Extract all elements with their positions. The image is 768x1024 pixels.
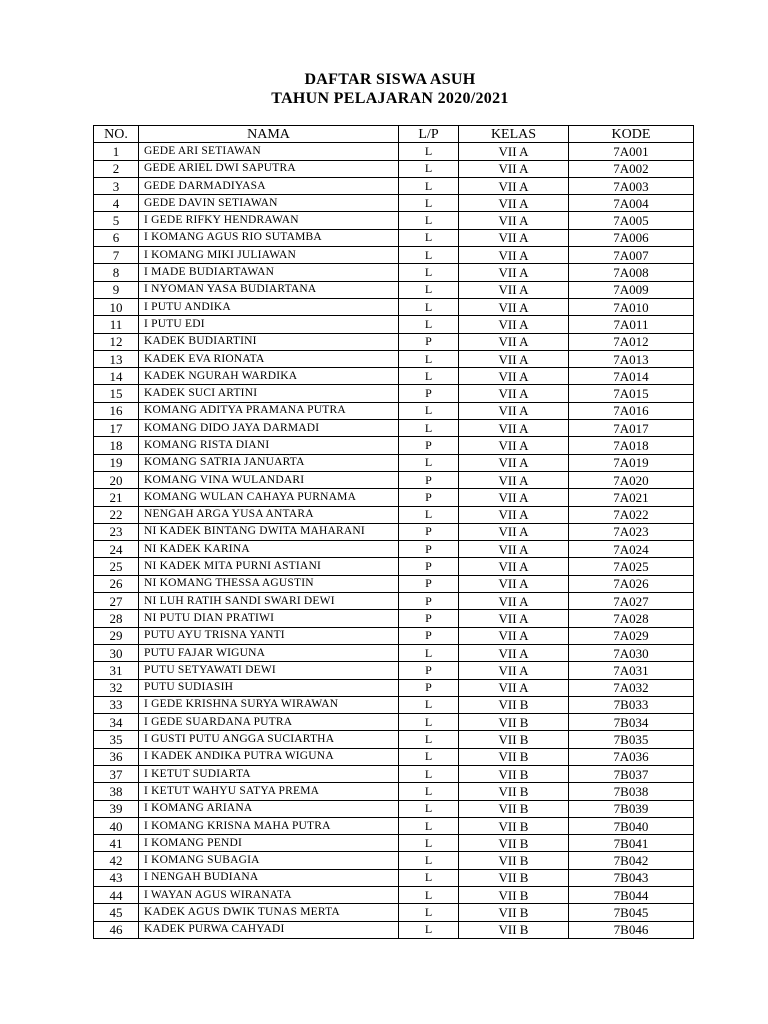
cell-nama: I GEDE KRISHNA SURYA WIRAWAN [139, 696, 399, 713]
cell-kode: 7A025 [569, 558, 694, 575]
cell-nama: I KOMANG SUBAGIA [139, 852, 399, 869]
table-row [94, 402, 694, 419]
cell-kelas: VII A [459, 558, 569, 575]
cell-kelas: VII B [459, 783, 569, 800]
cell-kelas: VII A [459, 489, 569, 506]
cell-no: 15 [94, 385, 139, 402]
cell-no: 23 [94, 523, 139, 540]
cell-kelas: VII A [459, 402, 569, 419]
cell-kode: 7A003 [569, 177, 694, 194]
cell-no: 38 [94, 783, 139, 800]
table-row [94, 921, 694, 938]
cell-lp: L [399, 800, 459, 817]
cell-kode: 7A028 [569, 610, 694, 627]
cell-nama: GEDE DAVIN SETIAWAN [139, 195, 399, 212]
cell-kode: 7A022 [569, 506, 694, 523]
header-nama: NAMA [139, 126, 399, 143]
cell-no: 24 [94, 541, 139, 558]
cell-kelas: VII A [459, 350, 569, 367]
cell-kelas: VII B [459, 800, 569, 817]
cell-nama: KOMANG SATRIA JANUARTA [139, 454, 399, 471]
cell-kelas: VII A [459, 437, 569, 454]
cell-no: 16 [94, 402, 139, 419]
cell-no: 34 [94, 714, 139, 731]
cell-no: 35 [94, 731, 139, 748]
cell-kode: 7B042 [569, 852, 694, 869]
cell-nama: KOMANG RISTA DIANI [139, 437, 399, 454]
cell-lp: L [399, 887, 459, 904]
cell-kode: 7A018 [569, 437, 694, 454]
cell-lp: L [399, 402, 459, 419]
table-row [94, 437, 694, 454]
cell-no: 10 [94, 298, 139, 315]
cell-nama: I KETUT WAHYU SATYA PREMA [139, 783, 399, 800]
cell-lp: P [399, 523, 459, 540]
cell-kode: 7A012 [569, 333, 694, 350]
cell-lp: L [399, 420, 459, 437]
cell-lp: P [399, 385, 459, 402]
cell-kode: 7B041 [569, 835, 694, 852]
cell-kode: 7A031 [569, 662, 694, 679]
cell-kode: 7A015 [569, 385, 694, 402]
cell-nama: KOMANG DIDO JAYA DARMADI [139, 420, 399, 437]
cell-kode: 7A001 [569, 143, 694, 160]
cell-kode: 7A006 [569, 229, 694, 246]
student-table [93, 125, 694, 939]
cell-lp: L [399, 835, 459, 852]
cell-no: 30 [94, 644, 139, 661]
table-row [94, 541, 694, 558]
cell-kode: 7A011 [569, 316, 694, 333]
cell-kode: 7A004 [569, 195, 694, 212]
table-row [94, 817, 694, 834]
table-row [94, 852, 694, 869]
cell-no: 25 [94, 558, 139, 575]
cell-no: 32 [94, 679, 139, 696]
cell-nama: I NYOMAN YASA BUDIARTANA [139, 281, 399, 298]
cell-kelas: VII B [459, 765, 569, 782]
cell-lp: L [399, 783, 459, 800]
cell-nama: I PUTU EDI [139, 316, 399, 333]
cell-kelas: VII A [459, 195, 569, 212]
cell-no: 27 [94, 593, 139, 610]
cell-nama: I KOMANG PENDI [139, 835, 399, 852]
cell-no: 11 [94, 316, 139, 333]
cell-kelas: VII A [459, 610, 569, 627]
cell-kode: 7A036 [569, 748, 694, 765]
cell-nama: I KOMANG AGUS RIO SUTAMBA [139, 229, 399, 246]
table-row [94, 471, 694, 488]
cell-lp: L [399, 143, 459, 160]
cell-nama: I KOMANG MIKI JULIAWAN [139, 247, 399, 264]
table-row [94, 748, 694, 765]
cell-nama: KOMANG ADITYA PRAMANA PUTRA [139, 402, 399, 419]
cell-no: 13 [94, 350, 139, 367]
table-row [94, 904, 694, 921]
cell-kode: 7A002 [569, 160, 694, 177]
cell-kelas: VII A [459, 627, 569, 644]
title-line-1: DAFTAR SISWA ASUH [304, 71, 476, 88]
cell-no: 42 [94, 852, 139, 869]
cell-no: 5 [94, 212, 139, 229]
cell-nama: GEDE ARIEL DWI SAPUTRA [139, 160, 399, 177]
cell-kode: 7B043 [569, 869, 694, 886]
cell-kelas: VII B [459, 921, 569, 938]
cell-lp: L [399, 368, 459, 385]
cell-nama: KADEK PURWA CAHYADI [139, 921, 399, 938]
table-row [94, 679, 694, 696]
cell-no: 43 [94, 869, 139, 886]
cell-kelas: VII A [459, 298, 569, 315]
cell-nama: NI KADEK BINTANG DWITA MAHARANI [139, 523, 399, 540]
cell-lp: L [399, 714, 459, 731]
cell-no: 41 [94, 835, 139, 852]
cell-kode: 7A023 [569, 523, 694, 540]
cell-kelas: VII B [459, 835, 569, 852]
table-row [94, 247, 694, 264]
table-row [94, 731, 694, 748]
cell-no: 26 [94, 575, 139, 592]
table-row [94, 523, 694, 540]
cell-no: 28 [94, 610, 139, 627]
cell-kode: 7A009 [569, 281, 694, 298]
table-row [94, 454, 694, 471]
cell-nama: KOMANG VINA WULANDARI [139, 471, 399, 488]
cell-nama: KOMANG WULAN CAHAYA PURNAMA [139, 489, 399, 506]
cell-lp: P [399, 558, 459, 575]
cell-kelas: VII A [459, 177, 569, 194]
cell-lp: L [399, 350, 459, 367]
table-row [94, 229, 694, 246]
cell-nama: GEDE DARMADIYASA [139, 177, 399, 194]
cell-lp: L [399, 316, 459, 333]
cell-no: 1 [94, 143, 139, 160]
cell-lp: P [399, 489, 459, 506]
table-row [94, 696, 694, 713]
cell-kelas: VII A [459, 385, 569, 402]
cell-kode: 7B033 [569, 696, 694, 713]
cell-no: 2 [94, 160, 139, 177]
cell-no: 6 [94, 229, 139, 246]
table-row [94, 212, 694, 229]
cell-kelas: VII A [459, 247, 569, 264]
cell-kode: 7A021 [569, 489, 694, 506]
cell-kode: 7A020 [569, 471, 694, 488]
cell-nama: GEDE ARI SETIAWAN [139, 143, 399, 160]
cell-kode: 7A010 [569, 298, 694, 315]
table-row [94, 506, 694, 523]
cell-nama: NI KOMANG THESSA AGUSTIN [139, 575, 399, 592]
table-row [94, 143, 694, 160]
cell-kode: 7A029 [569, 627, 694, 644]
cell-kelas: VII B [459, 748, 569, 765]
cell-kode: 7A032 [569, 679, 694, 696]
cell-kelas: VII B [459, 731, 569, 748]
cell-no: 33 [94, 696, 139, 713]
cell-nama: I MADE BUDIARTAWAN [139, 264, 399, 281]
cell-kelas: VII A [459, 281, 569, 298]
table-row [94, 662, 694, 679]
cell-nama: PUTU AYU TRISNA YANTI [139, 627, 399, 644]
cell-no: 18 [94, 437, 139, 454]
cell-lp: L [399, 869, 459, 886]
cell-lp: L [399, 852, 459, 869]
cell-kelas: VII A [459, 212, 569, 229]
cell-nama: KADEK AGUS DWIK TUNAS MERTA [139, 904, 399, 921]
cell-kelas: VII A [459, 644, 569, 661]
cell-no: 21 [94, 489, 139, 506]
cell-kelas: VII A [459, 368, 569, 385]
cell-kode: 7B038 [569, 783, 694, 800]
header-kode: KODE [569, 126, 694, 143]
cell-no: 4 [94, 195, 139, 212]
table-row [94, 350, 694, 367]
cell-nama: KADEK EVA RIONATA [139, 350, 399, 367]
cell-lp: P [399, 593, 459, 610]
cell-no: 20 [94, 471, 139, 488]
cell-nama: KADEK NGURAH WARDIKA [139, 368, 399, 385]
table-row [94, 714, 694, 731]
cell-nama: KADEK BUDIARTINI [139, 333, 399, 350]
cell-kode: 7B040 [569, 817, 694, 834]
header-kelas: KELAS [459, 126, 569, 143]
cell-nama: I GEDE RIFKY HENDRAWAN [139, 212, 399, 229]
cell-kelas: VII A [459, 471, 569, 488]
table-row [94, 627, 694, 644]
cell-no: 44 [94, 887, 139, 904]
cell-kode: 7A007 [569, 247, 694, 264]
cell-lp: L [399, 817, 459, 834]
cell-lp: L [399, 765, 459, 782]
cell-nama: NI LUH RATIH SANDI SWARI DEWI [139, 593, 399, 610]
cell-kode: 7B045 [569, 904, 694, 921]
cell-kode: 7B034 [569, 714, 694, 731]
cell-lp: L [399, 506, 459, 523]
cell-no: 37 [94, 765, 139, 782]
cell-nama: NENGAH ARGA YUSA ANTARA [139, 506, 399, 523]
cell-kelas: VII A [459, 316, 569, 333]
cell-lp: L [399, 904, 459, 921]
cell-lp: L [399, 281, 459, 298]
cell-nama: I KETUT SUDIARTA [139, 765, 399, 782]
cell-lp: L [399, 696, 459, 713]
cell-nama: I GEDE SUARDANA PUTRA [139, 714, 399, 731]
cell-nama: I GUSTI PUTU ANGGA SUCIARTHA [139, 731, 399, 748]
cell-kelas: VII A [459, 662, 569, 679]
cell-nama: KADEK SUCI ARTINI [139, 385, 399, 402]
cell-no: 7 [94, 247, 139, 264]
table-row [94, 783, 694, 800]
cell-no: 36 [94, 748, 139, 765]
cell-kelas: VII B [459, 887, 569, 904]
cell-kode: 7A027 [569, 593, 694, 610]
cell-kelas: VII A [459, 679, 569, 696]
table-row [94, 558, 694, 575]
table-row [94, 333, 694, 350]
table-row [94, 298, 694, 315]
cell-lp: P [399, 627, 459, 644]
cell-no: 45 [94, 904, 139, 921]
cell-no: 46 [94, 921, 139, 938]
table-row [94, 887, 694, 904]
cell-kode: 7B046 [569, 921, 694, 938]
cell-kode: 7A014 [569, 368, 694, 385]
cell-nama: PUTU FAJAR WIGUNA [139, 644, 399, 661]
cell-nama: I KADEK ANDIKA PUTRA WIGUNA [139, 748, 399, 765]
cell-lp: P [399, 541, 459, 558]
cell-lp: P [399, 679, 459, 696]
cell-kelas: VII B [459, 852, 569, 869]
cell-no: 40 [94, 817, 139, 834]
table-body [94, 143, 694, 939]
cell-nama: NI KADEK MITA PURNI ASTIANI [139, 558, 399, 575]
cell-kode: 7A005 [569, 212, 694, 229]
cell-no: 31 [94, 662, 139, 679]
cell-no: 19 [94, 454, 139, 471]
cell-lp: P [399, 333, 459, 350]
cell-lp: L [399, 177, 459, 194]
table-row [94, 385, 694, 402]
table-row [94, 644, 694, 661]
cell-lp: L [399, 298, 459, 315]
document-title [0, 70, 768, 108]
cell-kode: 7A008 [569, 264, 694, 281]
cell-lp: P [399, 662, 459, 679]
cell-lp: L [399, 212, 459, 229]
cell-lp: L [399, 160, 459, 177]
table-row [94, 281, 694, 298]
cell-kelas: VII A [459, 454, 569, 471]
cell-kelas: VII B [459, 904, 569, 921]
cell-kelas: VII B [459, 817, 569, 834]
cell-no: 9 [94, 281, 139, 298]
cell-kelas: VII A [459, 506, 569, 523]
cell-no: 39 [94, 800, 139, 817]
cell-kelas: VII A [459, 229, 569, 246]
title-line-2: TAHUN PELAJARAN 2020/2021 [271, 90, 509, 107]
cell-kelas: VII A [459, 333, 569, 350]
cell-nama: NI KADEK KARINA [139, 541, 399, 558]
cell-nama: I PUTU ANDIKA [139, 298, 399, 315]
cell-lp: L [399, 644, 459, 661]
cell-nama: PUTU SETYAWATI DEWI [139, 662, 399, 679]
header-row [94, 126, 694, 143]
cell-lp: L [399, 921, 459, 938]
cell-kelas: VII A [459, 264, 569, 281]
cell-no: 12 [94, 333, 139, 350]
table-row [94, 177, 694, 194]
cell-lp: L [399, 229, 459, 246]
cell-no: 8 [94, 264, 139, 281]
cell-lp: L [399, 264, 459, 281]
table-row [94, 420, 694, 437]
cell-nama: NI PUTU DIAN PRATIWI [139, 610, 399, 627]
cell-kode: 7B044 [569, 887, 694, 904]
cell-nama: I KOMANG ARIANA [139, 800, 399, 817]
header-no: NO. [94, 126, 139, 143]
table-row [94, 575, 694, 592]
cell-nama: PUTU SUDIASIH [139, 679, 399, 696]
table-row [94, 765, 694, 782]
cell-no: 29 [94, 627, 139, 644]
cell-kode: 7B039 [569, 800, 694, 817]
table-row [94, 195, 694, 212]
table-row [94, 869, 694, 886]
cell-no: 14 [94, 368, 139, 385]
cell-kelas: VII A [459, 523, 569, 540]
cell-kelas: VII A [459, 575, 569, 592]
table-header [94, 126, 694, 143]
cell-nama: I WAYAN AGUS WIRANATA [139, 887, 399, 904]
cell-lp: L [399, 195, 459, 212]
cell-lp: P [399, 437, 459, 454]
table-row [94, 800, 694, 817]
cell-nama: I NENGAH BUDIANA [139, 869, 399, 886]
cell-kode: 7B035 [569, 731, 694, 748]
cell-nama: I KOMANG KRISNA MAHA PUTRA [139, 817, 399, 834]
cell-no: 3 [94, 177, 139, 194]
cell-lp: P [399, 575, 459, 592]
cell-kelas: VII B [459, 714, 569, 731]
cell-kelas: VII A [459, 593, 569, 610]
cell-lp: L [399, 247, 459, 264]
table-row [94, 316, 694, 333]
cell-lp: L [399, 454, 459, 471]
table-row [94, 835, 694, 852]
cell-kode: 7A026 [569, 575, 694, 592]
cell-kode: 7A016 [569, 402, 694, 419]
cell-kelas: VII A [459, 541, 569, 558]
cell-kelas: VII B [459, 696, 569, 713]
cell-lp: P [399, 610, 459, 627]
cell-kode: 7B037 [569, 765, 694, 782]
table-row [94, 610, 694, 627]
cell-kode: 7A019 [569, 454, 694, 471]
cell-lp: L [399, 748, 459, 765]
table-row [94, 489, 694, 506]
table-row [94, 593, 694, 610]
cell-lp: P [399, 471, 459, 488]
cell-kelas: VII B [459, 869, 569, 886]
table-row [94, 368, 694, 385]
table-row [94, 160, 694, 177]
cell-lp: L [399, 731, 459, 748]
table-row [94, 264, 694, 281]
cell-kelas: VII A [459, 160, 569, 177]
header-lp: L/P [399, 126, 459, 143]
cell-kode: 7A013 [569, 350, 694, 367]
cell-kode: 7A030 [569, 644, 694, 661]
cell-no: 22 [94, 506, 139, 523]
cell-kelas: VII A [459, 143, 569, 160]
cell-kode: 7A017 [569, 420, 694, 437]
cell-kelas: VII A [459, 420, 569, 437]
cell-no: 17 [94, 420, 139, 437]
cell-kode: 7A024 [569, 541, 694, 558]
